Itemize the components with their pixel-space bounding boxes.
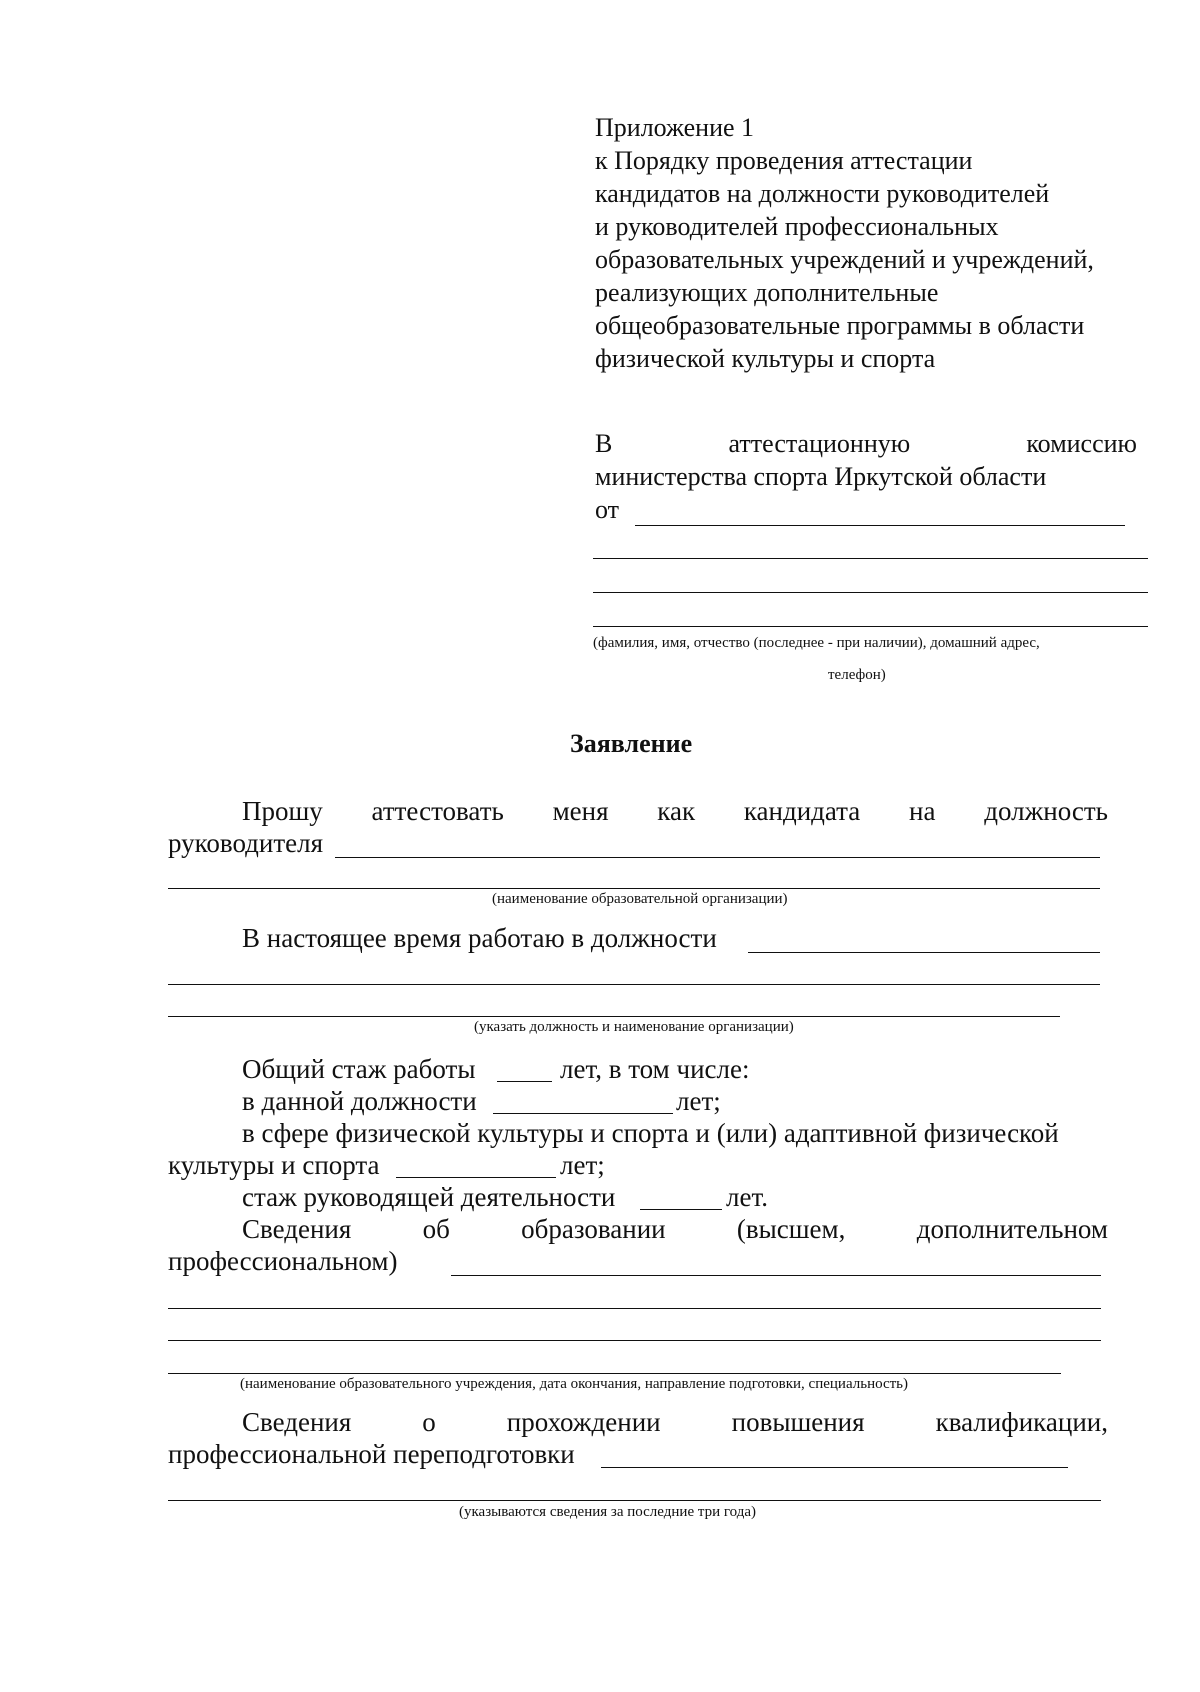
current-position-caption: (указать должность и наименование организации) [474,1019,794,1035]
addressee-line-2: министерства спорта Иркутской области [595,462,1047,491]
organization-caption: (наименование образовательной организации) [492,891,788,907]
exp-management-field[interactable] [640,1209,722,1210]
header-line: общеобразовательные программы в области [595,311,1085,340]
exp-total-suffix: лет, в том числе: [560,1054,750,1084]
request-line-1 [242,795,1108,827]
header-line: Приложение 1 [595,113,755,142]
exp-total-field[interactable] [497,1081,552,1082]
header-line: физической культуры и спорта [595,344,936,373]
qualification-word: квалификации, [935,1407,1108,1437]
qualification-caption: (указываются сведения за последние три года) [459,1504,756,1520]
exp-sport-label: культуры и спорта [168,1150,380,1180]
education-word: (высшем, [736,1214,846,1244]
document-title: Заявление [570,729,693,758]
exp-position-field[interactable] [493,1113,673,1114]
qualification-word: Сведения [242,1407,352,1437]
from-field-line[interactable] [635,525,1125,526]
education-field-line[interactable] [451,1275,1101,1276]
from-field-line-4[interactable] [593,626,1148,627]
education-line-1 [242,1213,1108,1245]
exp-sport-suffix: лет; [560,1150,605,1180]
addressee-caption: (фамилия, имя, отчество (последнее - при наличии), домашний адрес, [593,635,1040,651]
position-field-line[interactable] [335,857,1100,858]
qualification-line-2: профессиональной переподготовки [168,1439,575,1469]
request-line-2: руководителя [168,828,324,858]
qualification-word: прохождении [506,1407,661,1437]
qualification-field-line[interactable] [601,1467,1068,1468]
from-label: от [595,495,620,524]
request-word: Прошу [242,796,323,826]
request-word: на [909,796,936,826]
current-position-field-line-2[interactable] [168,984,1100,985]
request-word: кандидата [743,796,861,826]
from-field-line-3[interactable] [593,592,1148,593]
education-word: образовании [521,1214,666,1244]
qualification-word: о [422,1407,436,1437]
request-word: аттестовать [371,796,504,826]
exp-sport-field[interactable] [396,1177,556,1178]
exp-management-suffix: лет. [726,1182,768,1212]
exp-sport-line-1: в сфере физической культуры и спорта и (или) адаптивной физической [242,1118,1059,1148]
education-field-line-2[interactable] [168,1308,1101,1309]
education-word: об [422,1214,450,1244]
header-line: и руководителей профессиональных [595,212,999,241]
request-word: как [657,796,696,826]
request-word: должность [984,796,1108,826]
exp-position-label: в данной должности [242,1086,477,1116]
current-position-field-line[interactable] [748,952,1100,953]
qualification-word: повышения [731,1407,865,1437]
addressee-line-1 [595,428,1137,460]
exp-management-label: стаж руководящей деятельности [242,1182,616,1212]
addressee-word: аттестационную [728,429,911,458]
addressee-caption: телефон) [828,667,886,683]
addressee-word: комиссию [1026,429,1137,458]
from-field-line-2[interactable] [593,558,1148,559]
addressee-word: В [595,429,613,458]
education-line-2: профессиональном) [168,1246,398,1276]
header-line: образовательных учреждений и учреждений, [595,245,1094,274]
current-position-label: В настоящее время работаю в должности [242,923,717,953]
header-line: кандидатов на должности руководителей [595,179,1050,208]
exp-total-label: Общий стаж работы [242,1054,476,1084]
header-line: к Порядку проведения аттестации [595,146,973,175]
header-line: реализующих дополнительные [595,278,939,307]
request-word: меня [552,796,609,826]
qualification-line-1 [242,1406,1108,1438]
exp-position-suffix: лет; [676,1086,721,1116]
education-field-line-3[interactable] [168,1340,1101,1341]
education-caption: (наименование образовательного учреждения, дата окончания, направление подготовки, специальность) [240,1376,909,1392]
education-word: дополнительном [916,1214,1108,1244]
education-word: Сведения [242,1214,352,1244]
qualification-field-line-2[interactable] [168,1500,1101,1501]
